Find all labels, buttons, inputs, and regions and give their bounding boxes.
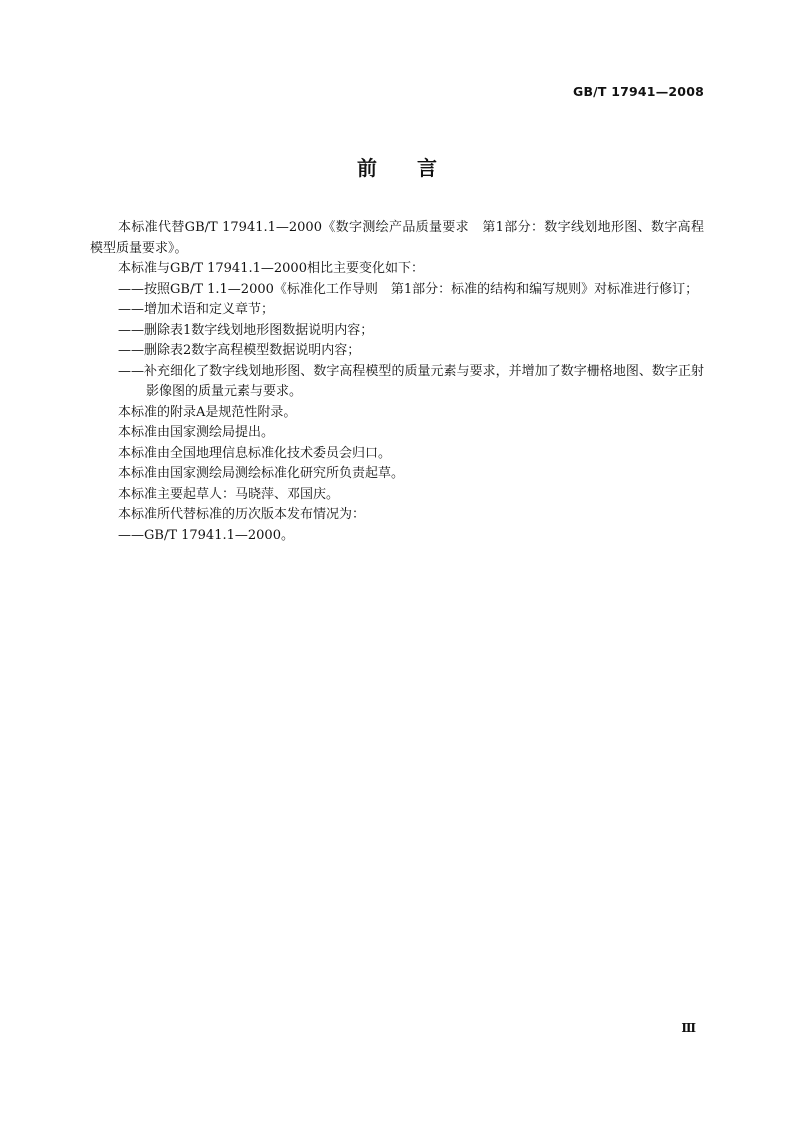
proposer-statement: 本标准由国家测绘局提出。 (118, 425, 275, 440)
history-intro: 本标准所代替标准的历次版本发布情况为： (118, 507, 366, 522)
foreword-body (90, 218, 704, 546)
change-item: ——按照GB/T 1.1—2000《标准化工作导则 第1部分：标准的结构和编写规则》对标准进行修订； (118, 281, 699, 297)
standard-code: GB/T 17941—2008 (572, 84, 704, 99)
history-item: ——GB/T 17941.1—2000。 (118, 527, 294, 543)
change-item: ——删除表2数字高程模型数据说明内容； (118, 343, 361, 358)
drafter-org-statement: 本标准由国家测绘局测绘标准化研究所负责起草。 (118, 466, 405, 481)
change-item: ——删除表1数字线划地形图数据说明内容； (118, 322, 374, 338)
replacement-statement: 本标准代替GB/T 17941.1—2000《数字测绘产品质量要求 第1部分：数字线划地形图、数字高程模型质量要求》。 (90, 220, 704, 256)
drafters-statement: 本标准主要起草人：马晓萍、邓国庆。 (118, 486, 340, 502)
committee-statement: 本标准由全国地理信息标准化技术委员会归口。 (118, 445, 392, 461)
changes-intro: 本标准与GB/T 17941.1—2000相比主要变化如下： (118, 261, 424, 276)
change-item: ——增加术语和定义章节； (118, 302, 275, 317)
change-item: ——补充细化了数字线划地形图、数字高程模型的质量元素与要求，并增加了数字栅格地图、数字正射影像图的质量元素与要求。 (118, 363, 704, 399)
annex-statement: 本标准的附录A是规范性附录。 (118, 404, 297, 420)
page-title: 前言 (357, 156, 477, 180)
page-number: Ⅲ (681, 1021, 696, 1035)
